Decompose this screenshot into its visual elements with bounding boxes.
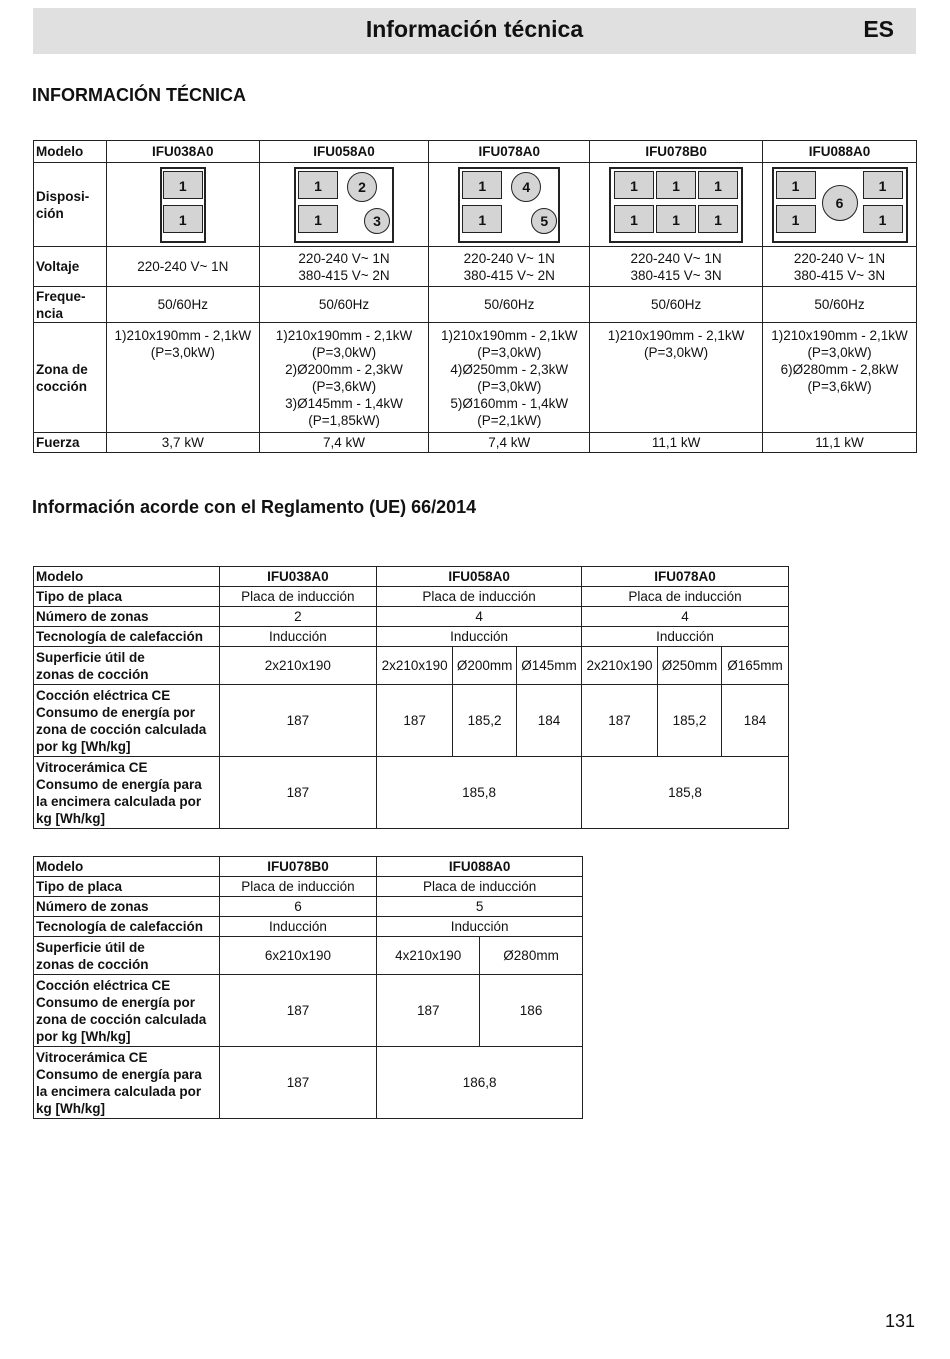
label-ce: Cocción eléctrica CE Consumo de energía por zona de cocción calculada por kg [Wh/kg]	[34, 975, 220, 1047]
zone-rect: 1	[656, 171, 696, 199]
label-layout: Disposi- ción	[34, 163, 107, 247]
zone-rect: 1	[163, 171, 203, 199]
section-heading-tech: INFORMACIÓN TÉCNICA	[32, 85, 246, 105]
surface-cell: Ø250mm	[658, 647, 722, 685]
num-cell: 6	[219, 897, 377, 917]
surface-cell: 4x210x190	[377, 937, 480, 975]
type-cell: Placa de inducción	[377, 587, 582, 607]
num-cell: 5	[377, 897, 583, 917]
surface-cell: Ø200mm	[453, 647, 517, 685]
label-power: Fuerza	[34, 433, 107, 453]
zone-rect: 1	[614, 171, 654, 199]
type-cell: Placa de inducción	[582, 587, 789, 607]
ce-cell: 187	[377, 975, 480, 1047]
tech-cell: Inducción	[582, 627, 789, 647]
ce-cell: 185,2	[658, 685, 722, 757]
zone-rect: 1	[298, 205, 338, 233]
label-surface: Superficie útil de zonas de cocción	[34, 647, 220, 685]
model-cell: IFU078B0	[590, 141, 763, 163]
layout-cell	[106, 163, 259, 247]
surface-cell: 6x210x190	[219, 937, 377, 975]
ce-cell: 184	[517, 685, 582, 757]
label-tech: Tecnología de calefacción	[34, 627, 220, 647]
type-cell: Placa de inducción	[377, 877, 583, 897]
ce-cell: 184	[721, 685, 788, 757]
type-cell: Placa de inducción	[219, 877, 377, 897]
layout-cell	[590, 163, 763, 247]
power-cell: 7,4 kW	[429, 433, 590, 453]
model-cell: IFU078B0	[219, 857, 377, 877]
voltage-cell: 220-240 V~ 1N 380-415 V~ 2N	[429, 247, 590, 287]
surface-cell: Ø280mm	[480, 937, 583, 975]
label-type: Tipo de placa	[34, 587, 220, 607]
hob-layout-diagram	[772, 167, 908, 243]
zone-rect: 1	[698, 205, 738, 233]
language-code: ES	[863, 16, 894, 42]
ce-cell: 187	[377, 685, 453, 757]
label-model: Modelo	[34, 857, 220, 877]
zone-rect: 1	[776, 171, 816, 199]
num-cell: 4	[582, 607, 789, 627]
zone-rect: 1	[863, 171, 903, 199]
ce-cell: 187	[219, 975, 377, 1047]
vitro-cell: 186,8	[377, 1047, 583, 1119]
power-cell: 3,7 kW	[106, 433, 259, 453]
power-cell: 11,1 kW	[763, 433, 917, 453]
model-cell: IFU058A0	[377, 567, 582, 587]
label-voltage: Voltaje	[34, 247, 107, 287]
ce-cell: 186	[480, 975, 583, 1047]
ce-cell: 187	[219, 685, 377, 757]
label-type: Tipo de placa	[34, 877, 220, 897]
label-vitro: Vitrocerámica CE Consumo de energía para la encimera calculada por kg [Wh/kg]	[34, 757, 220, 829]
zone-circle: 6	[822, 185, 858, 221]
zone-cell: 1)210x190mm - 2,1kW (P=3,0kW) 2)Ø200mm - 2,3kW (P=3,6kW) 3)Ø145mm - 1,4kW (P=1,85kW)	[259, 323, 429, 433]
power-cell: 11,1 kW	[590, 433, 763, 453]
zone-rect: 1	[656, 205, 696, 233]
zone-rect: 1	[776, 205, 816, 233]
hob-layout-diagram	[294, 167, 394, 243]
model-cell: IFU058A0	[259, 141, 429, 163]
page-number: 131	[884, 1311, 915, 1331]
frequency-cell: 50/60Hz	[106, 287, 259, 323]
label-zone: Zona de cocción	[34, 323, 107, 433]
zone-rect: 1	[298, 171, 338, 199]
zone-rect: 1	[698, 171, 738, 199]
zone-circle: 4	[511, 172, 541, 202]
zone-rect: 1	[614, 205, 654, 233]
type-cell: Placa de inducción	[219, 587, 377, 607]
zone-rect: 1	[863, 205, 903, 233]
section-heading-regulation: Información acorde con el Reglamento (UE) 66/2014	[32, 497, 477, 517]
tech-cell: Inducción	[377, 627, 582, 647]
label-frequency: Freque- ncia	[34, 287, 107, 323]
frequency-cell: 50/60Hz	[259, 287, 429, 323]
tech-info-table	[33, 140, 917, 453]
label-ce: Cocción eléctrica CE Consumo de energía por zona de cocción calculada por kg [Wh/kg]	[34, 685, 220, 757]
zone-cell: 1)210x190mm - 2,1kW (P=3,0kW)	[106, 323, 259, 433]
surface-cell: 2x210x190	[219, 647, 377, 685]
vitro-cell: 187	[219, 757, 377, 829]
label-tech: Tecnología de calefacción	[34, 917, 220, 937]
voltage-cell: 220-240 V~ 1N 380-415 V~ 3N	[763, 247, 917, 287]
ce-cell: 187	[582, 685, 658, 757]
frequency-cell: 50/60Hz	[590, 287, 763, 323]
surface-cell: 2x210x190	[582, 647, 658, 685]
layout-cell	[259, 163, 429, 247]
vitro-cell: 185,8	[377, 757, 582, 829]
zone-cell: 1)210x190mm - 2,1kW (P=3,0kW) 6)Ø280mm - 2,8kW (P=3,6kW)	[763, 323, 917, 433]
vitro-cell: 185,8	[582, 757, 789, 829]
zone-cell: 1)210x190mm - 2,1kW (P=3,0kW)	[590, 323, 763, 433]
zone-rect: 1	[163, 205, 203, 233]
layout-cell	[429, 163, 590, 247]
power-cell: 7,4 kW	[259, 433, 429, 453]
model-cell: IFU078A0	[582, 567, 789, 587]
surface-cell: 2x210x190	[377, 647, 453, 685]
frequency-cell: 50/60Hz	[429, 287, 590, 323]
model-cell: IFU038A0	[219, 567, 377, 587]
hob-layout-diagram	[609, 167, 743, 243]
zone-cell: 1)210x190mm - 2,1kW (P=3,0kW) 4)Ø250mm - 2,3kW (P=3,0kW) 5)Ø160mm - 1,4kW (P=2,1kW)	[429, 323, 590, 433]
tech-cell: Inducción	[219, 627, 377, 647]
tech-cell: Inducción	[377, 917, 583, 937]
num-cell: 2	[219, 607, 377, 627]
zone-circle: 2	[347, 172, 377, 202]
model-cell: IFU088A0	[763, 141, 917, 163]
zone-rect: 1	[462, 171, 502, 199]
zone-rect: 1	[462, 205, 502, 233]
model-cell: IFU078A0	[429, 141, 590, 163]
zone-circle: 5	[531, 208, 557, 234]
num-cell: 4	[377, 607, 582, 627]
label-num-zones: Número de zonas	[34, 607, 220, 627]
frequency-cell: 50/60Hz	[763, 287, 917, 323]
voltage-cell: 220-240 V~ 1N 380-415 V~ 3N	[590, 247, 763, 287]
model-cell: IFU038A0	[106, 141, 259, 163]
page-header	[33, 8, 916, 54]
label-model: Modelo	[34, 567, 220, 587]
hob-layout-diagram	[160, 167, 206, 243]
surface-cell: Ø145mm	[517, 647, 582, 685]
page-title: Información técnica	[365, 16, 584, 42]
tech-cell: Inducción	[219, 917, 377, 937]
label-surface: Superficie útil de zonas de cocción	[34, 937, 220, 975]
label-model: Modelo	[34, 141, 107, 163]
regulation-table-2	[33, 856, 583, 1119]
voltage-cell: 220-240 V~ 1N	[106, 247, 259, 287]
voltage-cell: 220-240 V~ 1N 380-415 V~ 2N	[259, 247, 429, 287]
vitro-cell: 187	[219, 1047, 377, 1119]
layout-cell	[763, 163, 917, 247]
regulation-table-1	[33, 566, 789, 829]
hob-layout-diagram	[458, 167, 560, 243]
label-vitro: Vitrocerámica CE Consumo de energía para la encimera calculada por kg [Wh/kg]	[34, 1047, 220, 1119]
model-cell: IFU088A0	[377, 857, 583, 877]
zone-circle: 3	[364, 208, 390, 234]
ce-cell: 185,2	[453, 685, 517, 757]
label-num-zones: Número de zonas	[34, 897, 220, 917]
surface-cell: Ø165mm	[721, 647, 788, 685]
